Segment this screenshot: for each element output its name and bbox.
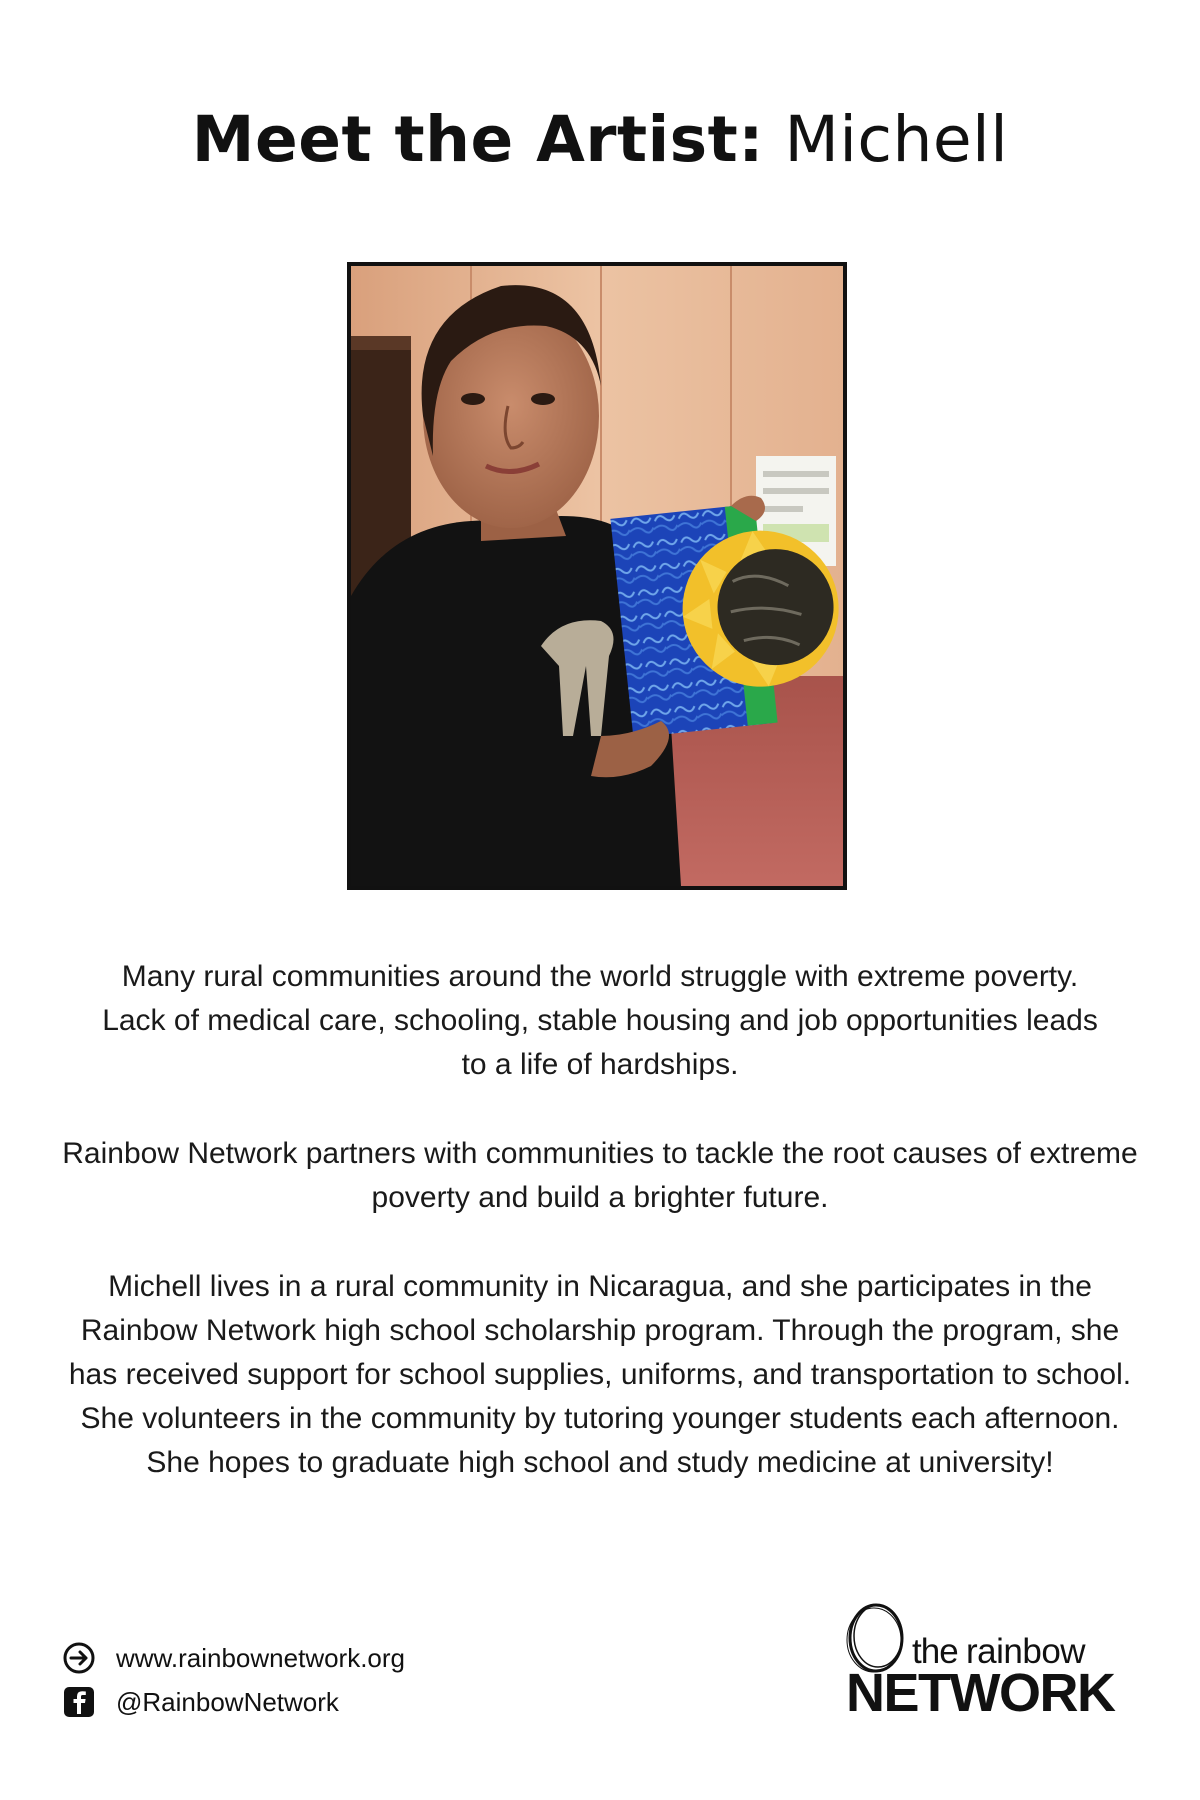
contact-links [62,1636,405,1724]
facebook-icon [62,1685,96,1719]
logo-network: NETWORK [846,1663,1115,1723]
website-link-row[interactable] [62,1636,405,1680]
website-link[interactable]: www.rainbownetwork.org [116,1642,406,1673]
paragraph-michell-story: Michell lives in a rural community in Nicaragua, and she participates in the Rainbow Network high school scholarship program. Through the program, she has received support for school supplies, uniforms, and transportation to school. She volunteers in the community by tutoring younger students each afternoon. She hopes to graduate high school and study medicine at university! [68,1270,1132,1479]
social-handle[interactable]: @RainbowNetwork [116,1686,339,1717]
logo-rainbow: rainbow [966,1632,1086,1671]
artist-photo [347,262,847,890]
rainbow-network-logo [838,1600,1128,1730]
title-prefix: Meet the Artist: [191,103,764,176]
social-link-row[interactable] [62,1680,405,1724]
arrow-circle-icon [62,1641,96,1675]
paragraph-partnership: Rainbow Network partners with communities to tackle the root causes of extreme poverty and build a brighter future. [62,1137,1138,1214]
artist-photo-illustration [351,266,843,886]
paragraph-poverty: Many rural communities around the world struggle with extreme poverty. Lack of medical care, schooling, stable housing and job opportunities leads to a life of hardships. [102,960,1098,1081]
artist-name: Michell [784,103,1009,176]
page-title [0,100,1200,180]
logo-the: the [912,1632,958,1671]
